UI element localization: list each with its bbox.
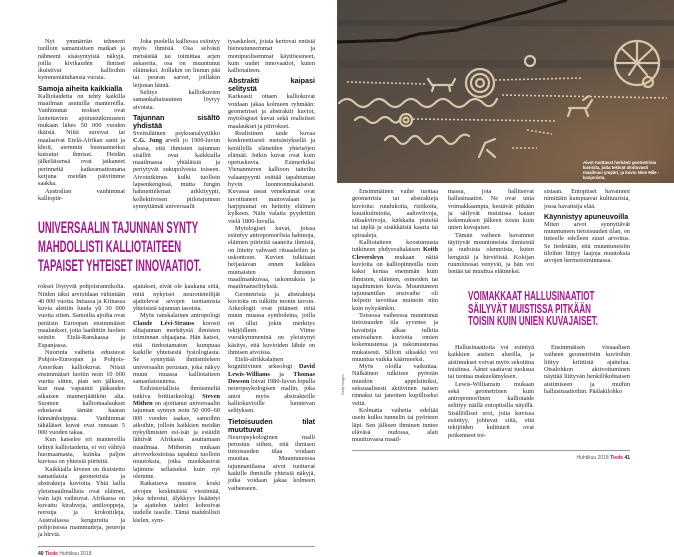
right-page-columns bbox=[352, 188, 630, 461]
column bbox=[352, 188, 438, 443]
column bbox=[544, 188, 630, 265]
photo-credit: Getty Images bbox=[341, 374, 345, 395]
body-paragraph: Tämän vaiheen havainnot täyttyvät muuntuneista ihmisistä ja oudoista olennoista, kuten hengistä ja hirviöistä. Kokijan ruumiinosat venyvät, ja hän voi lentää tai muuttua eläimeksi. bbox=[448, 231, 534, 276]
section-heading: Tietoisuuden tilat muuttuvat bbox=[228, 416, 315, 434]
body-paragraph: Kaikkialla kiveen on ikuistettu samanlaisia geometrisia ja abstrakteja kuvioita. Yhtä lailla yleismaailmallisia ovat eläimet, vain lajit vaihtuvat. Afrikassa on kuvattu kirahveja, antilooppeja, norsuja ja krokotiileja, Australiassa kenguruita ja pohjoisessa mammutteja, peuroja ja hirviä. bbox=[38, 465, 125, 539]
person-name: Steven Mithen bbox=[133, 392, 220, 407]
pull-quote-line: TOISIN KUIN UNIEN KUVAJAISET. bbox=[468, 313, 599, 329]
photo-caption: Aivot tuottavat herkästi geometrisia kuvioita, joita tekivät ulottuvasti maailman ympäri, ja kuvio Nine Mile -kanjonista. bbox=[583, 160, 660, 181]
body-paragraph: Sveitsiläinen psykoanalyytikko C.G. Jung arveli jo 1900-luvun alussa, että ihmisten tajunnan sisällöt ovat kaikkialla maailmassa yhtäläisiä ja periytyvät sukupolvesta toiseen. Aivotutkimus kulki tuolloin lapsenkengissä, mutta Jungin hahmottelemat arkkityypit, kollektiivisen piilotajunnan synnyttämät universaalit bbox=[133, 129, 220, 210]
headline-line: TAPAISET YHTEISET INNOVAATIOT. bbox=[38, 256, 202, 276]
body-paragraph: Ensimmäisen visuaalisen vaiheen geometrisiin kuvioihin liittyy kriittistä ajattelua. Otsalohkon aktivoituminen näyttää liittyvän henkilökohtaisen aistimiseen ja muihin hallusinaatioihin. Päälakilohko bbox=[544, 344, 630, 395]
body-paragraph: Nuorinta vaihetta edustavat Pohjois-Euroopan ja Pohjois-Amerikan kalliokuvat. Niistä ensimmäiset luotiin noin 10 000 vuotta sitten, pian sen jälkeen, kun maa vapautui jääkauden aikaisen mannerjäätikön alta. Suomen kalliomaalaukset edustavat tämän haaran hännänhuippua. Vanhimmat täkäläiset kuvat ovat runsaan 5 000 vuoden takaa. bbox=[38, 348, 125, 437]
body-paragraph: Nyt ymmärrän tehneeni tuolloin samanistisen matkan ja nähneeni sisäsyntyisiä näkyjä, joilla kivikauden ihmiset ikuistivat kallioihin kymmeniätuhansia vuosia. bbox=[38, 38, 125, 82]
body-paragraph: Myös oloilla vaikuttaa. Nälkäinen tulkitsee pyöreän muodon appelsiiniksi, seksuaalisesti aktiivinen naisen rinnaksi tai janoinen kupilliseksi vettä. bbox=[352, 363, 438, 407]
issue-date: Huhtikuu 2018 bbox=[59, 550, 92, 557]
body-paragraph: Kalliotaidetta on tehty kaikilla maailman asutuilla mantereilla. Vanhimmat teokset ovat luotettavien ajoitustutkimusten mukaan lähes 50 000 vuoden ikäisiä. Niitä sursivat tai maalasivat Etelä-Afrikan sanit ja khoit, aiemmin busmanneiksi kutsutut ihmiset. Heidän jälkeläisensä ovat jatkaneet perinnettä katkeamattomana ketjuna meidän päiviimme saakka. bbox=[38, 92, 125, 188]
section-heading: Samoja aiheita kaikkialla bbox=[38, 83, 123, 93]
column bbox=[133, 283, 220, 524]
column bbox=[133, 38, 220, 210]
pull-quote-line: SÄILYVÄT MUISTISSA PITKÄÄN bbox=[468, 300, 592, 316]
page-footer bbox=[38, 546, 315, 557]
body-paragraph: Kolmatta vaihetta edeltää usein kulku tunnelin tai pyörteen läpi. Sen jälkeen ihminen tuntee eläväsä oudossa, alati muuttuvassa maail- bbox=[352, 406, 438, 444]
body-paragraph: Neuropsykologinen malli perustuu siihen, että ihmisen tietoisuuden tilaa voidaan muuttaa. Muuntuneessa tajunnantilassa aivot tuottavat kaikille ihmisille yhteisiä näkyjä, jotka voidaan jakaa kolmeen vaiheeseen. bbox=[228, 433, 315, 492]
headline-line: MAHDOLLISTI KALLIOTAITEEN bbox=[38, 237, 182, 257]
body-paragraph: Etelä-afrikkalainen kognitiivinen arkeologi David Lewis-Williams ja Thomas Dowson loivat 1980-luvun lopulla neuropsykologisen mallin, joka antoi myös abstrakteille kalliokuvioille luontevan selityksen. bbox=[228, 356, 315, 415]
body-paragraph: Esihistoriallista ihmismieltä tutkiva brittiarkeologi Steven Mithen on ajoittanut universaalin tajunnan synnyn noin 50 000–60 000 vuoden taakse, samoihin aikoihin, jolloin kaikkien meidän nykyihmisten esi-isät ja esiäidit lähtivät Afrikasta asuttamaan maailmaa. Mithenin mukaan aivoverkostoissa tapahtui tuolloin muutoksia, jotka muokkasivat lajimme sellaiseksi kuin nyt olemme. bbox=[133, 385, 220, 480]
page-number: 41 bbox=[624, 455, 630, 462]
rock-art-photo bbox=[337, 0, 674, 183]
magazine-brand: Tiede bbox=[44, 550, 58, 557]
body-paragraph: Geometrisia ja abstrakteja kuvioita on tulkittu monin tavoin. Arkeologit ovat pitäneet niitä muun muassa symboleina, joilla on ollut jokin merkitys tekijöilleen. Viime vuosikymmeninä on yleistynyt käsitys, että kuvioiden lähde on ihmisen aivoissa. bbox=[228, 290, 315, 356]
body-paragraph: Ratkaiseva muutos koski aivojen keskinäistä viestintää, joka tehostui, älykkyys lisääntyi ja ajattelun taidot kohosivat uudelle tasolle. Tämä mahdollisti kielen, sym- bbox=[133, 480, 220, 524]
person-name: Thomas Dowson bbox=[228, 370, 315, 386]
headline-line: UNIVERSAALIN TAJUNNAN SYNTY bbox=[38, 218, 199, 238]
person-name: C.G. Jung bbox=[133, 137, 163, 145]
body-paragraph: Joka puolella kalliossa esiintyy myös ihmisiä. Osa selvästi metsästää tai toimittaa arjen askareita, osa on muuntunut eläimeksi. Joillakin on linnun pää tai peuran sarvet, joillakin leijonan häntä. bbox=[133, 38, 220, 89]
page-number: 40 bbox=[38, 550, 44, 557]
column bbox=[38, 283, 125, 538]
body-paragraph: Karkeasti ottaen kalliokuvat voidaan jakaa kolmeen ryhmään: geometriset ja abstraktit kuviot, mytologiset kuvat sekä realistiset maalaukset ja piirrokset. bbox=[228, 93, 315, 130]
section-heading: Käynnistyy apuneuvoilla bbox=[544, 211, 629, 221]
column bbox=[448, 344, 534, 439]
column bbox=[544, 344, 630, 395]
body-paragraph: Toisessa vaiheessa muuntunut tietoisuuden tila syvenee ja havaitsija alkaa tulkita ensivaiheen kuvioita omien kokemustensa ja uskomustensa mukaisesti. Silloin siksakki voi muuntua vaikka käärmeeksi. bbox=[352, 312, 438, 363]
body-paragraph: sistaan. Entoptiset havainnot nimittäin kumpuavat kulttuurista, jossa havaitsija elää. bbox=[544, 188, 630, 210]
body-paragraph: Ensimmäinen vaihe tuottaa geometrisia tai abstrakteja kuvioita: ruudukoita, ristikoita, kuusikulmioita, aaltoviivoja, siksakviivoja, kirkkaita pisteitä tai täpliä ja sisäkkäisiä kaaria tai spiraaleja. bbox=[352, 188, 438, 239]
pull-quote-line: VOIMAKKAAT HALLUSINAATIOT bbox=[468, 288, 595, 304]
person-name: David Lewis-Williams bbox=[228, 363, 315, 378]
page-footer bbox=[352, 450, 630, 461]
column bbox=[228, 38, 315, 492]
person-name: Claude Lévi-Strauss bbox=[133, 319, 195, 327]
section-heading: Abstrakti kaipasi selitystä bbox=[228, 76, 315, 94]
body-paragraph: massa, jota hallitsevat hallusinaatiot. Ne ovat unia voimakkaampia, kestävät pitkään ja säilyvät muistissa kauan kokemuksen jälkeen toisin kuin unien kuvajaiset. bbox=[448, 188, 534, 232]
left-page-columns bbox=[38, 38, 315, 557]
body-paragraph: Australian vanhimmat kalliopiir- bbox=[38, 187, 125, 202]
body-paragraph: Kalliotaiteen koostumusta tutkineen yhdysvaltalaisen Keith Cleversleyn mukaan näitä kuvioita on kalliopinnoilla noin kaksi kertaa enemmän kuin ihmisten, eläinten, esineiden tai tapahtumien kuvia. Muuntuneen tajunnantilan ensivaihe oli helpoin tavoittaa muinoin niin kuin nykyäänkin. bbox=[352, 239, 438, 312]
body-paragraph: Mytologiset kuvat, joissa esiintyy antropomorfisia hahmoja, eläimen piirteitä saaneita ihmisiä, on liitetty vahvasti rituaaleihin ja uskontoon. Kuvien tulkitaan heijastavan ennen kaikkea muinaisten ihmisten maailmankuvaa, uskomuksia ja maailmanselityksiä. bbox=[228, 224, 315, 291]
body-paragraph: Miten aivot synnyttävät muuntuneen tietoisuuden tilan, on tieteelle edelleen suuri arvoitus. Se tiedetään, että muuntuneisiin tiloihin liittyy laajoja muutoksia aivojen hermotoiminnassa. bbox=[544, 220, 630, 265]
column bbox=[38, 38, 125, 202]
body-paragraph: rokset löytyvät pohjoisrannikolta. Niiden iäksi arvioidaan vähintään 40 000 vuotta. Intiassa ja Kiinassa kuvia alettiin luoda yli 30 000 vuotta sitten. Samoilta ajoilta ovat peräisin Euroopan ensimmäiset maalaukset, joita laadittiin luolien seiniin Etelä-Ranskassa ja Espanjassa. bbox=[38, 283, 125, 349]
body-paragraph: Hallusinaatioita voi esiintyä kaikkien aistien alueilla, ja aistimukset voivat myös sekoittua toisiinsa. Äänet saattavat tuoksua tai tuottaa makuelämyksen. bbox=[448, 344, 534, 381]
body-paragraph: Kun katselee eri mantereilla tehtyä kalliotaidetta, ei voi välttyä huomaamasta, kuinka paljon kuvissa on yhteisiä piirteitä. bbox=[38, 436, 125, 466]
pull-quote bbox=[468, 288, 599, 329]
body-paragraph: Myös ranskalainen antropologi Claude Lévi-Strauss korosti alitajunnan merkitystä ihmisten toiminnan ohjaajana. Hän katsoi, että tiedostamaton kumpuaa kaikille yhteisestä fysiologiasta. Se synnyttää ihmismieleen universaalin perustan, joka näkyy muun muassa kalliotaiteen samanlaisuutena. bbox=[133, 312, 220, 386]
headline bbox=[38, 218, 202, 276]
magazine-brand: Tiede bbox=[610, 455, 624, 462]
body-paragraph: Lewis-Williamsin mukaan sekä geometrinen kuin antropomorfinen kalliotaide selittyy näillä entoptisilla näyillä. Sisällölliset erot, joita kuvissa esiintyy, johtuvat siitä, että tekijöiden kulttuurit ovat poikenneet toi- bbox=[448, 380, 534, 439]
right-page bbox=[337, 0, 674, 462]
body-paragraph: tysaskeleet, joista kertovat entistä hienostuneemmat ja monipuolisemmat käyttöesineet, kuin uudet innovaatiot, kuten kalliotaiteen. bbox=[228, 38, 315, 75]
column bbox=[448, 188, 534, 276]
issue-date: Huhtikuu 2018 bbox=[576, 455, 609, 462]
body-paragraph: ajatukset, eivät ole kaukana siitä, mitä nykyiset neurotieteilijät ajattelevat aivojen tuottamista yhteisistä tajunnan tasoista. bbox=[133, 283, 220, 313]
person-name: Keith Cleversleyn bbox=[352, 246, 438, 261]
body-paragraph: Selitys kalliokuvien samankaltaisuuteen löytyy aivoista. bbox=[133, 89, 220, 111]
body-paragraph: Realistinen taide kuvaa konkreettisesti metsästyksellä ja keräilyllä eläneiden yhteisöjen elämää. Jotkin kuvat ovat kuin opetuskuvia. Esimerkiksi Vienanmeren kallioon taiteiltu valaanpyynti esittää tapahtuman hyvin luonnonmukaisesti. Kuvassa useat venekunnat ovat tavoittaneet maitovalaan ja harppuunat on heitetty eläimen kylkeen. Näin valaita pyydettiin vielä 1800-luvulla. bbox=[228, 129, 315, 225]
section-heading: Tajunnan sisältö yhdistää bbox=[133, 112, 220, 130]
